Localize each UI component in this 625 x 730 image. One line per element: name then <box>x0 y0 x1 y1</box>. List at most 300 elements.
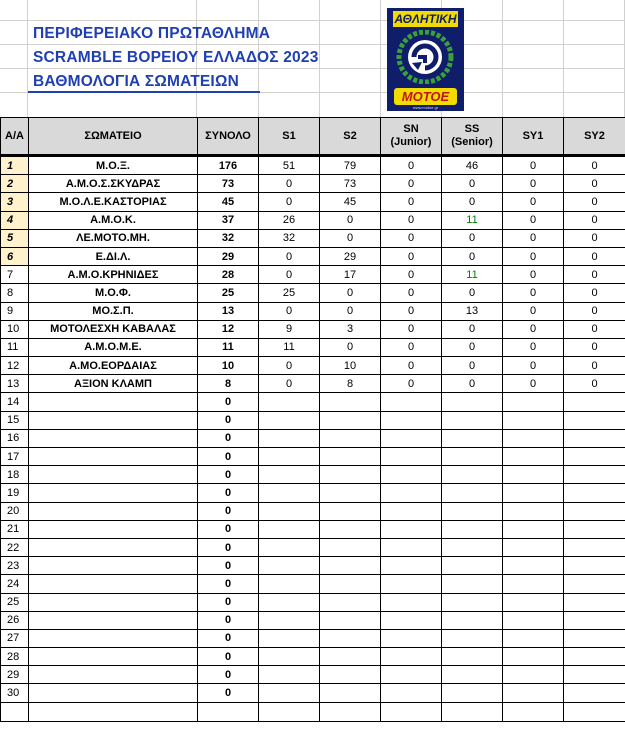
cell-sy2 <box>564 484 625 502</box>
cell-s2 <box>320 702 381 721</box>
col-header-sy2: SY2 <box>564 118 625 156</box>
cell-s1: 0 <box>259 375 320 393</box>
cell-position: 11 <box>1 338 29 356</box>
cell-ss <box>442 466 503 484</box>
table-row <box>1 193 625 211</box>
cell-ss: 0 <box>442 193 503 211</box>
cell-sn: 0 <box>381 193 442 211</box>
cell-sy2: 0 <box>564 211 625 229</box>
cell-sy1 <box>503 666 564 684</box>
table-row <box>1 302 625 320</box>
cell-sy2 <box>564 648 625 666</box>
table-row <box>1 702 625 721</box>
cell-s1 <box>259 502 320 520</box>
cell-sy2 <box>564 502 625 520</box>
cell-sy1 <box>503 393 564 411</box>
cell-position: 14 <box>1 393 29 411</box>
table-row <box>1 448 625 466</box>
cell-ss: 46 <box>442 156 503 175</box>
cell-sn <box>381 684 442 702</box>
cell-s1: 0 <box>259 266 320 284</box>
cell-position: 6 <box>1 247 29 265</box>
col-header-sn: SN (Junior) <box>381 118 442 156</box>
cell-s1 <box>259 648 320 666</box>
cell-s1 <box>259 684 320 702</box>
cell-sy1 <box>503 684 564 702</box>
cell-s1 <box>259 666 320 684</box>
gridline <box>380 0 381 117</box>
cell-total: 0 <box>198 648 259 666</box>
cell-s2 <box>320 557 381 575</box>
cell-sy1 <box>503 557 564 575</box>
cell-club <box>29 629 198 647</box>
title-line-2: SCRAMBLE ΒΟΡΕΙΟΥ ΕΛΛΑΔΟΣ 2023 <box>33 49 319 66</box>
cell-club <box>29 393 198 411</box>
cell-sn <box>381 648 442 666</box>
cell-position: 29 <box>1 666 29 684</box>
cell-club: ΑΞΙΟΝ ΚΛΑΜΠ <box>29 375 198 393</box>
table-row <box>1 229 625 247</box>
cell-ss <box>442 575 503 593</box>
cell-s1 <box>259 484 320 502</box>
cell-ss: 0 <box>442 338 503 356</box>
cell-sy2: 0 <box>564 156 625 175</box>
table-row <box>1 538 625 556</box>
cell-s1: 25 <box>259 284 320 302</box>
cell-s2: 79 <box>320 156 381 175</box>
cell-club: Ε.ΔΙ.Λ. <box>29 247 198 265</box>
cell-sy1 <box>503 702 564 721</box>
cell-s2 <box>320 429 381 447</box>
cell-total: 0 <box>198 502 259 520</box>
col-header-s1: S1 <box>259 118 320 156</box>
table-row <box>1 575 625 593</box>
cell-position: 15 <box>1 411 29 429</box>
cell-sy2 <box>564 538 625 556</box>
cell-position: 2 <box>1 175 29 193</box>
cell-total: 29 <box>198 247 259 265</box>
cell-sy1: 0 <box>503 156 564 175</box>
cell-s2 <box>320 611 381 629</box>
cell-ss <box>442 648 503 666</box>
cell-total: 37 <box>198 211 259 229</box>
table-row <box>1 211 625 229</box>
sheet-header-area <box>0 0 625 117</box>
cell-ss <box>442 448 503 466</box>
cell-position: 10 <box>1 320 29 338</box>
cell-ss <box>442 666 503 684</box>
col-header-position: Α/Α <box>1 118 29 156</box>
table-row <box>1 338 625 356</box>
cell-sy2 <box>564 393 625 411</box>
cell-club: Μ.Ο.Φ. <box>29 284 198 302</box>
cell-sy2: 0 <box>564 266 625 284</box>
cell-club: Μ.Ο.Ξ. <box>29 156 198 175</box>
cell-position: 21 <box>1 520 29 538</box>
table-row <box>1 320 625 338</box>
cell-s2 <box>320 520 381 538</box>
col-header-sy1: SY1 <box>503 118 564 156</box>
cell-s2 <box>320 393 381 411</box>
cell-position: 13 <box>1 375 29 393</box>
cell-total: 73 <box>198 175 259 193</box>
cell-position: 12 <box>1 357 29 375</box>
cell-club: Α.Μ.Ο.Σ.ΣΚΥΔΡΑΣ <box>29 175 198 193</box>
table-row <box>1 648 625 666</box>
cell-s2: 45 <box>320 193 381 211</box>
cell-position: 8 <box>1 284 29 302</box>
cell-sn <box>381 575 442 593</box>
cell-position: 18 <box>1 466 29 484</box>
gridline <box>0 44 625 45</box>
cell-sy2: 0 <box>564 375 625 393</box>
cell-sn: 0 <box>381 302 442 320</box>
cell-s1 <box>259 411 320 429</box>
cell-ss: 11 <box>442 211 503 229</box>
cell-sy2 <box>564 666 625 684</box>
cell-total: 45 <box>198 193 259 211</box>
cell-sy2 <box>564 593 625 611</box>
cell-sy2: 0 <box>564 175 625 193</box>
cell-sy2: 0 <box>564 229 625 247</box>
cell-s1: 32 <box>259 229 320 247</box>
cell-total: 0 <box>198 593 259 611</box>
cell-position: 4 <box>1 211 29 229</box>
title-line-3: ΒΑΘΜΟΛΟΓΙΑ ΣΩΜΑΤΕΙΩΝ <box>33 73 239 90</box>
cell-club: ΛΕ.ΜΟΤΟ.ΜΗ. <box>29 229 198 247</box>
cell-position: 22 <box>1 538 29 556</box>
cell-s2: 17 <box>320 266 381 284</box>
cell-sy1: 0 <box>503 211 564 229</box>
cell-s1: 0 <box>259 302 320 320</box>
cell-s1: 0 <box>259 193 320 211</box>
cell-s1: 9 <box>259 320 320 338</box>
logo-top-text: ΑΘΛΗΤΙΚΗ <box>394 12 457 26</box>
cell-ss: 0 <box>442 175 503 193</box>
cell-s1 <box>259 575 320 593</box>
cell-ss <box>442 593 503 611</box>
cell-position: 27 <box>1 629 29 647</box>
cell-club <box>29 702 198 721</box>
cell-club: Α.Μ.Ο.ΚΡΗΝΙΔΕΣ <box>29 266 198 284</box>
cell-sy2: 0 <box>564 193 625 211</box>
cell-sn: 0 <box>381 229 442 247</box>
cell-sn <box>381 557 442 575</box>
table-row <box>1 156 625 175</box>
cell-sy2 <box>564 702 625 721</box>
table-row <box>1 557 625 575</box>
cell-sy1 <box>503 611 564 629</box>
logo-bottom-text: ΜΟΤΟΕ <box>394 88 457 105</box>
cell-s2: 3 <box>320 320 381 338</box>
cell-sy1: 0 <box>503 266 564 284</box>
cell-sy2 <box>564 629 625 647</box>
cell-sy1: 0 <box>503 338 564 356</box>
cell-total: 0 <box>198 575 259 593</box>
cell-sy2: 0 <box>564 338 625 356</box>
table-row <box>1 629 625 647</box>
table-row <box>1 502 625 520</box>
cell-sy1: 0 <box>503 302 564 320</box>
cell-sn: 0 <box>381 247 442 265</box>
cell-s2: 0 <box>320 211 381 229</box>
cell-ss <box>442 629 503 647</box>
cell-sy1: 0 <box>503 320 564 338</box>
cell-sy1 <box>503 411 564 429</box>
cell-sy1 <box>503 629 564 647</box>
cell-total: 176 <box>198 156 259 175</box>
cell-sn <box>381 429 442 447</box>
cell-club: Α.Μ.Ο.Μ.Ε. <box>29 338 198 356</box>
cell-s1 <box>259 448 320 466</box>
cell-club <box>29 429 198 447</box>
gridline <box>0 68 625 69</box>
cell-ss: 0 <box>442 375 503 393</box>
cell-sn: 0 <box>381 156 442 175</box>
cell-s1 <box>259 557 320 575</box>
cell-ss <box>442 484 503 502</box>
cell-sn <box>381 466 442 484</box>
cell-total: 10 <box>198 357 259 375</box>
cell-club <box>29 448 198 466</box>
cell-position: 1 <box>1 156 29 175</box>
cell-ss <box>442 520 503 538</box>
cell-sy2 <box>564 557 625 575</box>
cell-club <box>29 520 198 538</box>
gridline <box>563 0 564 117</box>
cell-s2: 8 <box>320 375 381 393</box>
table-row <box>1 611 625 629</box>
cell-sn <box>381 611 442 629</box>
cell-ss <box>442 684 503 702</box>
cell-s1 <box>259 429 320 447</box>
cell-sy1 <box>503 502 564 520</box>
table-row <box>1 684 625 702</box>
cell-total <box>198 702 259 721</box>
cell-sy2: 0 <box>564 357 625 375</box>
col-header-s2: S2 <box>320 118 381 156</box>
cell-sn <box>381 448 442 466</box>
cell-s1: 51 <box>259 156 320 175</box>
cell-ss <box>442 557 503 575</box>
cell-position: 30 <box>1 684 29 702</box>
cell-ss <box>442 393 503 411</box>
cell-total: 0 <box>198 520 259 538</box>
cell-sn: 0 <box>381 284 442 302</box>
table-row <box>1 411 625 429</box>
cell-sy1 <box>503 466 564 484</box>
table-row <box>1 175 625 193</box>
cell-sn: 0 <box>381 357 442 375</box>
cell-sy2 <box>564 429 625 447</box>
table-row <box>1 284 625 302</box>
cell-s1 <box>259 466 320 484</box>
cell-sn <box>381 666 442 684</box>
cell-total: 0 <box>198 538 259 556</box>
cell-s1: 11 <box>259 338 320 356</box>
cell-sy1 <box>503 429 564 447</box>
gridline <box>502 0 503 117</box>
cell-s2: 0 <box>320 284 381 302</box>
cell-club <box>29 557 198 575</box>
cell-sn <box>381 538 442 556</box>
cell-s2 <box>320 648 381 666</box>
cell-ss: 0 <box>442 320 503 338</box>
cell-s2 <box>320 593 381 611</box>
cell-total: 0 <box>198 557 259 575</box>
cell-sy2 <box>564 448 625 466</box>
cell-sn <box>381 393 442 411</box>
cell-club <box>29 575 198 593</box>
cell-club <box>29 502 198 520</box>
standings-table <box>0 117 625 722</box>
cell-total: 0 <box>198 684 259 702</box>
cell-sy1: 0 <box>503 375 564 393</box>
cell-club <box>29 593 198 611</box>
cell-s2: 73 <box>320 175 381 193</box>
cell-sy1: 0 <box>503 247 564 265</box>
cell-position: 9 <box>1 302 29 320</box>
cell-position: 16 <box>1 429 29 447</box>
table-row <box>1 247 625 265</box>
cell-club <box>29 684 198 702</box>
cell-sy2: 0 <box>564 284 625 302</box>
cell-sy1: 0 <box>503 284 564 302</box>
cell-total: 8 <box>198 375 259 393</box>
cell-club: ΜΟ.Σ.Π. <box>29 302 198 320</box>
cell-s1: 0 <box>259 175 320 193</box>
cell-sy2 <box>564 411 625 429</box>
cell-total: 0 <box>198 666 259 684</box>
cell-s1 <box>259 593 320 611</box>
cell-ss <box>442 702 503 721</box>
cell-s1: 0 <box>259 247 320 265</box>
cell-position: 28 <box>1 648 29 666</box>
cell-ss <box>442 429 503 447</box>
cell-club: Μ.Ο.Λ.Ε.ΚΑΣΤΟΡΙΑΣ <box>29 193 198 211</box>
cell-s2: 0 <box>320 338 381 356</box>
cell-s1 <box>259 702 320 721</box>
cell-s1 <box>259 538 320 556</box>
cell-total: 0 <box>198 466 259 484</box>
cell-sn <box>381 484 442 502</box>
cell-sy1 <box>503 538 564 556</box>
cell-s2 <box>320 448 381 466</box>
cell-sn: 0 <box>381 175 442 193</box>
cell-position: 23 <box>1 557 29 575</box>
table-row <box>1 466 625 484</box>
table-header-row <box>1 118 625 156</box>
cell-sn <box>381 411 442 429</box>
gridline <box>319 0 320 117</box>
cell-ss: 13 <box>442 302 503 320</box>
cell-total: 0 <box>198 484 259 502</box>
cell-s2: 0 <box>320 302 381 320</box>
laurel-arrow-icon <box>396 30 454 84</box>
cell-s1: 26 <box>259 211 320 229</box>
table-row <box>1 520 625 538</box>
table-row <box>1 266 625 284</box>
cell-sy1 <box>503 448 564 466</box>
cell-s2 <box>320 684 381 702</box>
logo-site-text: www.motoe.gr <box>412 105 439 110</box>
cell-ss <box>442 502 503 520</box>
cell-sy2 <box>564 520 625 538</box>
cell-total: 11 <box>198 338 259 356</box>
cell-sn <box>381 502 442 520</box>
cell-s1: 0 <box>259 357 320 375</box>
cell-s2 <box>320 666 381 684</box>
cell-total: 32 <box>198 229 259 247</box>
cell-club <box>29 411 198 429</box>
cell-s2: 10 <box>320 357 381 375</box>
cell-sy1 <box>503 593 564 611</box>
cell-club <box>29 611 198 629</box>
cell-sy1 <box>503 575 564 593</box>
cell-s2 <box>320 466 381 484</box>
cell-sn <box>381 593 442 611</box>
cell-sy1: 0 <box>503 357 564 375</box>
cell-position: 7 <box>1 266 29 284</box>
cell-sy2: 0 <box>564 302 625 320</box>
table-row <box>1 593 625 611</box>
cell-total: 0 <box>198 629 259 647</box>
cell-s1 <box>259 629 320 647</box>
cell-position: 19 <box>1 484 29 502</box>
table-row <box>1 357 625 375</box>
cell-s2 <box>320 484 381 502</box>
cell-s1 <box>259 520 320 538</box>
cell-club <box>29 484 198 502</box>
cell-s2 <box>320 629 381 647</box>
cell-sy1 <box>503 484 564 502</box>
cell-s2 <box>320 538 381 556</box>
cell-position: 5 <box>1 229 29 247</box>
cell-club <box>29 666 198 684</box>
table-row <box>1 375 625 393</box>
cell-sn: 0 <box>381 320 442 338</box>
cell-ss <box>442 411 503 429</box>
cell-ss <box>442 538 503 556</box>
cell-sy1 <box>503 648 564 666</box>
cell-club: ΜΟΤΟΛΕΣΧΗ ΚΑΒΑΛΑΣ <box>29 320 198 338</box>
gridline <box>0 20 625 21</box>
cell-ss: 0 <box>442 357 503 375</box>
table-row <box>1 393 625 411</box>
title-line-1: ΠΕΡΙΦΕΡΕΙΑΚΟ ΠΡΩΤΑΘΛΗΜΑ <box>33 25 271 42</box>
cell-sy2: 0 <box>564 247 625 265</box>
col-header-club: ΣΩΜΑΤΕΙΟ <box>29 118 198 156</box>
cell-position <box>1 702 29 721</box>
cell-sn <box>381 520 442 538</box>
cell-sy1: 0 <box>503 175 564 193</box>
cell-total: 12 <box>198 320 259 338</box>
cell-sy1: 0 <box>503 229 564 247</box>
cell-position: 3 <box>1 193 29 211</box>
cell-position: 20 <box>1 502 29 520</box>
gridline <box>27 0 28 117</box>
cell-total: 0 <box>198 429 259 447</box>
cell-total: 0 <box>198 611 259 629</box>
col-header-ss: SS (Senior) <box>442 118 503 156</box>
cell-ss <box>442 611 503 629</box>
cell-sy2 <box>564 466 625 484</box>
cell-position: 24 <box>1 575 29 593</box>
col-header-total: ΣΥΝΟΛΟ <box>198 118 259 156</box>
cell-position: 26 <box>1 611 29 629</box>
cell-s2 <box>320 411 381 429</box>
title-underline <box>28 91 260 93</box>
